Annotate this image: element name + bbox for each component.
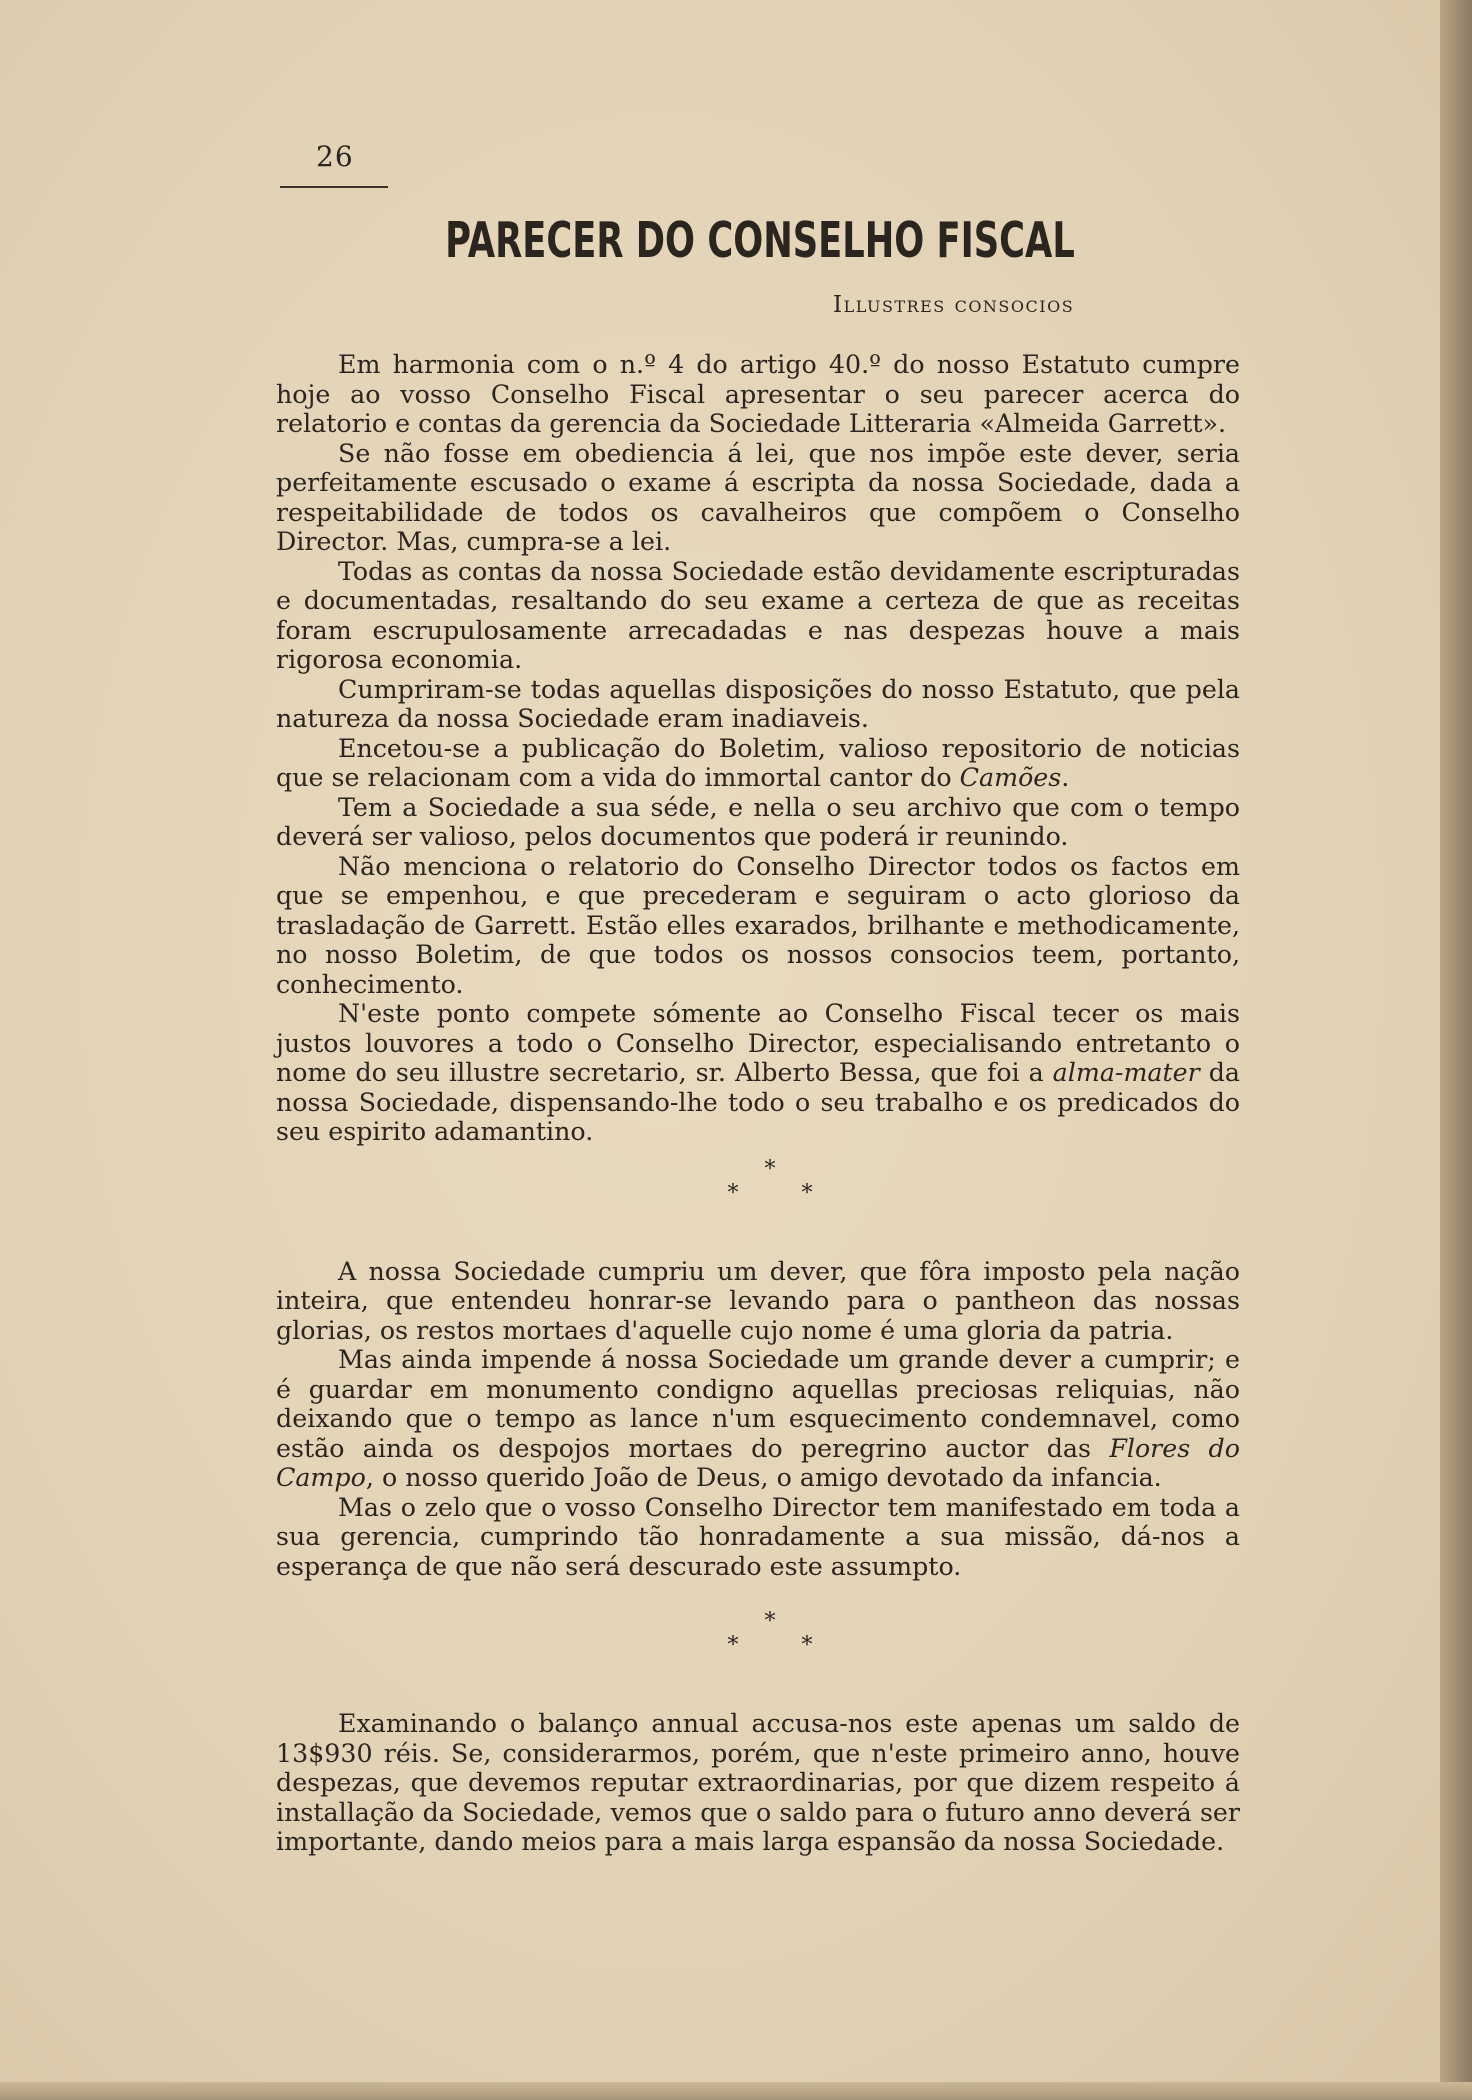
- paragraph: Examinando o balanço annual accusa-nos este apenas um saldo de 13$930 réis. Se, considerarmos, porém, que n'este primeiro anno, houve despezas, que devemos reputar extraordinarias, por que dizem respeito á installação da Sociedade, vemos que o saldo para o futuro anno deverá ser importante, dando meios para a mais larga espansão da nossa Sociedade.: [276, 1709, 1240, 1856]
- asterism-separator: [300, 1156, 1240, 1207]
- asterisk-glyph: *: [801, 1180, 813, 1206]
- italic-term: alma-mater: [1052, 1058, 1200, 1087]
- italic-title: Camões: [959, 763, 1062, 792]
- paragraph: [276, 734, 1240, 793]
- page-number-rule: [280, 186, 388, 188]
- text-run: .: [1061, 763, 1070, 792]
- asterisk-glyph: *: [764, 1156, 776, 1182]
- text-run: , o nosso querido João de Deus, o amigo devotado da infancia.: [365, 1463, 1162, 1492]
- paragraph: Tem a Sociedade a sua séde, e nella o seu archivo que com o tempo deverá ser valioso, pelos documentos que poderá ir reunindo.: [276, 792, 1240, 851]
- body-text: [276, 350, 1240, 1857]
- asterisk-glyph: *: [727, 1633, 739, 1658]
- page-number: 26: [316, 140, 354, 173]
- asterisk-glyph: *: [801, 1633, 813, 1658]
- page-edge-shadow: [1440, 0, 1472, 2100]
- paragraph: Todas as contas da nossa Sociedade estão devidamente escripturadas e documentadas, resaltando do seu exame a certeza de que as receitas foram escrupulosamente arrecadadas e nas despezas houve a mais rigorosa economia.: [276, 556, 1240, 674]
- paragraph: A nossa Sociedade cumpriu um dever, que fôra imposto pela nação inteira, que entendeu honrar-se levando para o pantheon das nossas glorias, os restos mortaes d'aquelle cujo nome é uma gloria da patria.: [276, 1256, 1240, 1345]
- paragraph: Se não fosse em obediencia á lei, que nos impõe este dever, seria perfeitamente escusado o exame á escripta da nossa Sociedade, dada a respeitabilidade de todos os cavalheiros que compõem o Conselho Director. Mas, cumpra-se a lei.: [276, 438, 1240, 556]
- paragraph: Não menciona o relatorio do Conselho Director todos os factos em que se empenhou, e que precederam e seguiram o acto glorioso da trasladação de Garrett. Estão elles exarados, brilhante e methodicamente, no nosso Boletim, de que todos os nossos consocios teem, portanto, conhecimento.: [276, 851, 1240, 999]
- paragraph: Mas o zelo que o vosso Conselho Director tem manifestado em toda a sua gerencia, cumprindo tão honradamente a sua missão, dá-nos a esperança de que não será descurado este assumpto.: [276, 1492, 1240, 1581]
- page-bottom-edge: [0, 2082, 1472, 2100]
- text-run: Mas ainda impende á nossa Sociedade um grande dever a cumprir; e é guardar em monumento condigno aquellas preciosas reliquias, não deixando que o tempo as lance n'um esquecimento condemnavel, como estão ainda os despojos mortaes do peregrino auctor das: [276, 1345, 1240, 1463]
- paragraph: Cumpriram-se todas aquellas disposições do nosso Estatuto, que pela natureza da nossa Sociedade eram inadiaveis.: [276, 674, 1240, 733]
- text-run: N'este ponto compete sómente ao Conselho Fiscal tecer os mais justos louvores a todo o Conselho Director, especialisando entretanto o nome do seu illustre secretario, sr. Alberto Bessa, que foi a: [276, 999, 1240, 1087]
- salutation: Illustres consocios: [833, 292, 1075, 318]
- asterism-separator: [300, 1611, 1240, 1659]
- italic-title: Flores do Campo: [276, 1433, 1240, 1492]
- text-run: da nossa Sociedade, dispensando-lhe todo o seu trabalho e os predicados do seu espirito adamantino.: [276, 1058, 1240, 1146]
- paragraph: Em harmonia com o n.º 4 do artigo 40.º do nosso Estatuto cumpre hoje ao vosso Conselho Fiscal apresentar o seu parecer acerca do relatorio e contas da gerencia da Sociedade Litteraria «Almeida Garrett».: [276, 350, 1240, 438]
- asterisk-glyph: *: [727, 1180, 739, 1206]
- paragraph: [276, 1345, 1240, 1493]
- page-title: PARECER DO CONSELHO FISCAL: [445, 212, 1075, 269]
- asterisk-glyph: *: [764, 1609, 776, 1634]
- paragraph: [276, 999, 1240, 1147]
- text-run: Encetou-se a publicação do Boletim, valioso repositorio de noticias que se relacionam com a vida do immortal cantor do: [276, 733, 1240, 792]
